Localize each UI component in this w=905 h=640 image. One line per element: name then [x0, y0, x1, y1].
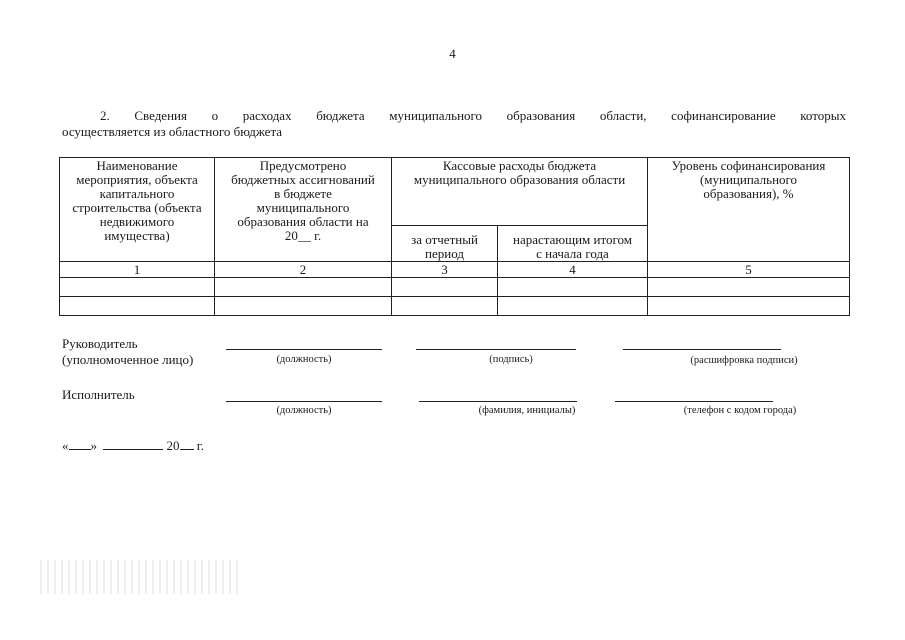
- header-budget-allocation: Предусмотрено бюджетных ассигнований в бюджете муниципального образования области на 20__ г.: [215, 158, 392, 262]
- executor-phone-caption: (телефон с кодом города): [683, 405, 797, 416]
- head-signature-line: [416, 349, 576, 350]
- heading-line-1: 2. Сведения о расходах бюджета муниципального образования области, софинансирование которых: [100, 108, 846, 123]
- table-row: [60, 297, 850, 316]
- table-cell: [215, 297, 392, 316]
- date-line: [62, 438, 204, 454]
- day-blank: [69, 438, 91, 450]
- column-number: 5: [648, 262, 850, 278]
- year-blank: [180, 438, 194, 450]
- head-name-line: [623, 349, 781, 350]
- month-blank: [103, 438, 163, 450]
- executor-label: Исполнитель: [62, 387, 135, 402]
- table-cell: [498, 278, 648, 297]
- header-row-1: [60, 158, 850, 226]
- executor-position-line: [226, 401, 382, 402]
- column-number: 1: [60, 262, 215, 278]
- executor-name-line: [419, 401, 577, 402]
- header-reporting-period: за отчетный период: [392, 226, 498, 262]
- table-row: [60, 278, 850, 297]
- heading-line-2: осуществляется из областного бюджета: [62, 124, 283, 139]
- table-cell: [392, 297, 498, 316]
- header-cofinancing-level: Уровень софинансирования (муниципального образования), %: [648, 158, 850, 262]
- header-cumulative: нарастающим итогом с начала года: [498, 226, 648, 262]
- head-position-caption: (должность): [276, 354, 332, 365]
- table-cell: [392, 278, 498, 297]
- header-event-name: Наименование мероприятия, объекта капитального строительства (объекта недвижимого имущества): [60, 158, 215, 262]
- date-close-quote: »: [90, 438, 97, 453]
- head-position-line: [226, 349, 382, 350]
- table-cell: [498, 297, 648, 316]
- table-cell: [648, 278, 850, 297]
- column-number: 3: [392, 262, 498, 278]
- column-number-row: [60, 262, 850, 278]
- executor-position-caption: (должность): [276, 405, 332, 416]
- head-name-caption: (расшифровка подписи): [690, 355, 798, 366]
- executor-name-caption: (фамилия, инициалы): [478, 405, 576, 416]
- year-prefix: 20: [166, 438, 180, 453]
- table-cell: [648, 297, 850, 316]
- expenses-table: [59, 157, 850, 316]
- year-suffix: г.: [196, 438, 204, 453]
- table-cell: [60, 297, 215, 316]
- section-heading: [62, 108, 846, 140]
- head-label: Руководитель (уполномоченное лицо): [62, 336, 194, 367]
- page-number: 4: [449, 46, 456, 61]
- column-number: 2: [215, 262, 392, 278]
- table-cell: [215, 278, 392, 297]
- column-number: 4: [498, 262, 648, 278]
- header-cash-expenses: Кассовые расходы бюджета муниципального образования области: [392, 158, 648, 226]
- date-open-quote: «: [62, 438, 69, 453]
- table-cell: [60, 278, 215, 297]
- executor-phone-line: [615, 401, 773, 402]
- head-signature-caption: (подпись): [489, 354, 533, 365]
- scan-artifact: [40, 560, 240, 594]
